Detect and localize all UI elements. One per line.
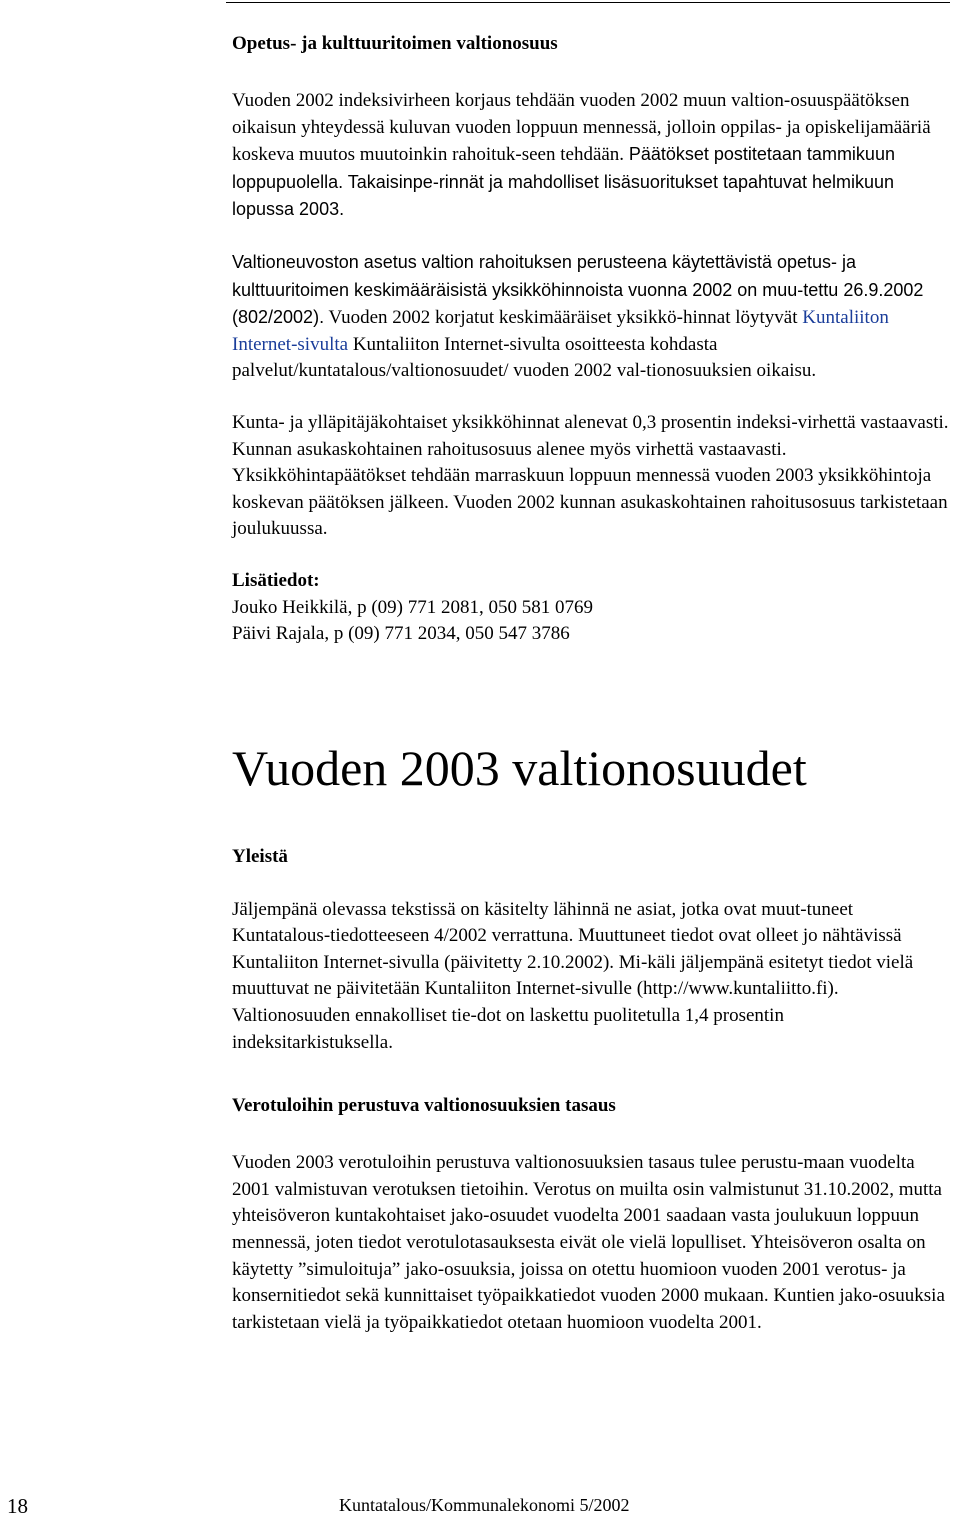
publication-footer: Kuntatalous/Kommunalekonomi 5/2002 — [339, 1495, 630, 1515]
section-heading-yleista: Yleistä — [232, 845, 288, 867]
page-number: 18 — [7, 1494, 28, 1518]
section-heading-opetus: Opetus- ja kulttuuritoimen valtionosuus — [232, 33, 558, 54]
contact-person-1: Jouko Heikkilä, p (09) 771 2081, 050 581 0769 — [232, 596, 593, 618]
section-heading-verotulo: Verotuloihin perustuva valtionosuuksien tasaus — [232, 1095, 616, 1117]
paragraph-yksikkohinnat: Kunta- ja ylläpitäjäkohtaiset yksikköhinnat alenevat 0,3 prosentin indeksi-virhettä vastaavasti. Kunnan asukaskohtainen rahoitusosuus alenee myös virhettä vastaavasti. Yksikköhintapäätökset tehdään marraskuun loppuun mennessä vuoden 2003 yksikköhintoja koskevan päätöksen jälkeen. Vuoden 2002 kunnan asukaskohtainen rahoitusosuus tarkistetaan joulukuussa. — [232, 411, 949, 540]
paragraph-asetus-sans: Valtioneuvoston asetus valtion rahoituksen perusteena käytettävistä opetus- ja kulttuuritoimen keskimääräisistä yksikköhinnoista vuonna 2002 on muu-tettu 26.9.2002 (802/2002). — [232, 251, 924, 328]
contacts-heading: Lisätiedot: — [232, 569, 320, 591]
page-title-2003: Vuoden 2003 valtionosuudet — [232, 739, 807, 796]
paragraph-indeksivirhe — [232, 88, 948, 224]
page-content — [232, 30, 960, 1336]
top-rule — [226, 2, 950, 3]
contact-person-2: Päivi Rajala, p (09) 771 2034, 050 547 3786 — [232, 623, 570, 645]
paragraph-asetus-serif-b: Kuntaliiton Internet-sivulta osoitteesta kohdasta palvelut/kuntatalous/valtionosuudet/ vuoden 2002 val-tionosuuksien oikaisu. — [232, 333, 817, 382]
paragraph-verotulo: Vuoden 2003 verotuloihin perustuva valtionosuuksien tasaus tulee perustu-maan vuodelta 2001 valmistuvan verotuksen tietoihin. Verotus on muilta osin valmistunut 31.10.2002, mutta yhteisöveron kuntakohtaiset jako-osuudet vuodelta 2001 saadaan vasta joulukuun loppuun mennessä, joten tiedot verotulotasauksesta eivät ole vielä lopulliset. Yhteisöveron osalta on käytetty ”simuloituja” jako-osuuksia, joissa on otettu huomioon vuoden 2001 verotus- ja konsernitiedot sekä kunnittaiset työpaikkatiedot vuoden 2000 mukaan. Kuntien jako-osuuksia tarkistetaan vielä ja työpaikkatiedot otetaan huomioon vuodelta 2001. — [232, 1152, 945, 1333]
paragraph-yleista: Jäljempänä olevassa tekstissä on käsitelty lähinnä ne asiat, jotka ovat muut-tuneet Kuntatalous-tiedotteeseen 4/2002 verrattuna. Muuttuneet tiedot ovat olleet jo nähtävissä Kuntaliiton Internet-sivulla (päivitetty 2.10.2002). Mi-käli jäljempänä esitetyt tiedot vielä muuttuvat ne päivitetään Kuntaliiton Internet-sivulle (http://www.kuntaliitto.fi). Valtionosuuden ennakolliset tie-dot on laskettu puolitetulla 1,4 prosentin indeksitarkistuksella. — [232, 898, 914, 1053]
paragraph-asetus — [232, 249, 948, 385]
kuntaliitto-internet-link[interactable]: Kuntaliiton Internet-sivulta — [232, 307, 889, 355]
paragraph-indeksivirhe-sans: Päätökset postitetaan tammikuun loppupuolella. Takaisinpe-rinnät ja mahdolliset lisäsuoritukset tapahtuvat helmikuun lopussa 2003. — [232, 144, 895, 220]
paragraph-asetus-serif-a: Vuoden 2002 korjatut keskimääräiset yksikkö-hinnat löytyvät — [328, 307, 798, 329]
paragraph-indeksivirhe-serif: Vuoden 2002 indeksivirheen korjaus tehdään vuoden 2002 muun valtion-osuuspäätöksen oikaisun yhteydessä kuluvan vuoden loppuun mennessä, jolloin oppilas- ja opiskelijamääriä koskeva muutos muutoinkin rahoituk-seen tehdään. — [232, 90, 931, 166]
